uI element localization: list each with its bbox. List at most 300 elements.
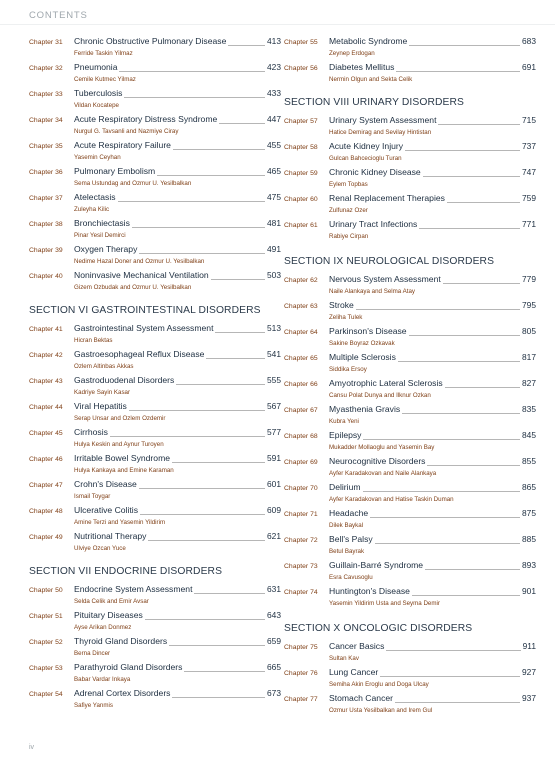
toc-entry[interactable] bbox=[284, 167, 536, 193]
chapter-authors: Cansu Polat Dunya and Ilknur Ozkan bbox=[329, 392, 431, 399]
chapter-authors: Berna Dincer bbox=[74, 650, 111, 657]
dot-leader bbox=[412, 595, 520, 596]
page-number-ref: 927 bbox=[522, 667, 536, 677]
toc-entry-line bbox=[29, 688, 281, 701]
chapter-number: Chapter 44 bbox=[29, 404, 63, 411]
chapter-title[interactable]: Renal Replacement Therapies bbox=[329, 193, 445, 203]
toc-entry-line bbox=[29, 610, 281, 623]
toc-entry-line bbox=[29, 636, 281, 649]
chapter-title[interactable]: Myasthenia Gravis bbox=[329, 404, 401, 414]
toc-entry[interactable] bbox=[284, 378, 536, 404]
toc-column-right bbox=[284, 36, 536, 719]
dot-leader bbox=[206, 358, 265, 359]
chapter-number: Chapter 38 bbox=[29, 221, 63, 228]
dot-leader bbox=[386, 650, 520, 651]
toc-entry-line bbox=[29, 323, 281, 336]
chapter-number: Chapter 49 bbox=[29, 534, 63, 541]
chapter-number: Chapter 58 bbox=[284, 144, 318, 151]
toc-entry[interactable] bbox=[284, 560, 536, 586]
page-number-ref: 447 bbox=[267, 114, 281, 124]
toc-entry-line bbox=[29, 531, 281, 544]
page-number-ref: 601 bbox=[267, 479, 281, 489]
chapter-title[interactable]: Gastroesophageal Reflux Disease bbox=[74, 349, 205, 359]
dot-leader bbox=[363, 491, 521, 492]
chapter-number: Chapter 71 bbox=[284, 511, 318, 518]
toc-entry[interactable] bbox=[284, 352, 536, 378]
page-number-ref: 555 bbox=[267, 375, 281, 385]
toc-entry-line bbox=[29, 479, 281, 492]
toc-entry[interactable] bbox=[29, 244, 281, 270]
toc-entry[interactable] bbox=[284, 667, 536, 693]
toc-entry-line bbox=[284, 482, 536, 495]
toc-entry[interactable] bbox=[29, 375, 281, 401]
toc-entry-line bbox=[284, 274, 536, 287]
chapter-authors: Sultan Kav bbox=[329, 655, 359, 662]
chapter-number: Chapter 59 bbox=[284, 170, 318, 177]
page-number-ref: 937 bbox=[522, 693, 536, 703]
chapter-title[interactable]: Acute Respiratory Distress Syndrome bbox=[74, 114, 218, 124]
page-number-ref: 827 bbox=[522, 378, 536, 388]
dot-leader bbox=[110, 436, 265, 437]
chapter-title[interactable]: Pulmonary Embolism bbox=[74, 166, 156, 176]
chapter-title[interactable]: Parkinson's Disease bbox=[329, 326, 407, 336]
chapter-authors: Sakine Boyraz Ozkavak bbox=[329, 340, 395, 347]
toc-entry[interactable] bbox=[29, 166, 281, 192]
chapter-number: Chapter 72 bbox=[284, 537, 318, 544]
toc-entry-line bbox=[284, 300, 536, 313]
chapter-number: Chapter 50 bbox=[29, 587, 63, 594]
chapter-number: Chapter 52 bbox=[29, 639, 63, 646]
chapter-authors: Ulviye Ozcan Yuce bbox=[74, 545, 126, 552]
page-number-ref: 503 bbox=[267, 270, 281, 280]
page-number-ref: 433 bbox=[267, 88, 281, 98]
header-rule bbox=[0, 24, 555, 25]
toc-entry[interactable] bbox=[29, 427, 281, 453]
toc-entry[interactable] bbox=[29, 140, 281, 166]
chapter-authors: Ozlem Altinbas Akkas bbox=[74, 363, 134, 370]
toc-entry-line bbox=[29, 244, 281, 257]
chapter-title[interactable]: Pituitary Diseases bbox=[74, 610, 143, 620]
toc-entry[interactable] bbox=[29, 88, 281, 114]
chapter-authors: Sema Ustundag and Ozmur U. Yesilbalkan bbox=[74, 180, 192, 187]
toc-entry-line bbox=[284, 456, 536, 469]
chapter-title[interactable]: Guillain-Barré Syndrome bbox=[329, 560, 424, 570]
chapter-authors: Ferride Taskin Yilmaz bbox=[74, 50, 133, 57]
toc-entry[interactable] bbox=[29, 36, 281, 62]
page-number-ref: 455 bbox=[267, 140, 281, 150]
page-number-ref: 413 bbox=[267, 36, 281, 46]
toc-entry-line bbox=[284, 534, 536, 547]
chapter-number: Chapter 61 bbox=[284, 222, 318, 229]
chapter-title[interactable]: Ulcerative Colitis bbox=[74, 505, 138, 515]
page-number-ref: 673 bbox=[267, 688, 281, 698]
chapter-number: Chapter 60 bbox=[284, 196, 318, 203]
toc-entry-line bbox=[29, 427, 281, 440]
section-heading: SECTION VIII URINARY DISORDERS bbox=[284, 97, 464, 108]
toc-entry-line bbox=[29, 270, 281, 283]
toc-entry-line bbox=[29, 349, 281, 362]
page-number-ref: 715 bbox=[522, 115, 536, 125]
chapter-number: Chapter 37 bbox=[29, 195, 63, 202]
dot-leader bbox=[172, 697, 265, 698]
dot-leader bbox=[169, 645, 265, 646]
toc-column-left bbox=[29, 36, 281, 714]
chapter-number: Chapter 34 bbox=[29, 117, 63, 124]
chapter-authors: Amine Terzi and Yasemin Yildirim bbox=[74, 519, 166, 526]
chapter-title[interactable]: Noninvasive Mechanical Ventilation bbox=[74, 270, 209, 280]
page-number-ref: 893 bbox=[522, 560, 536, 570]
chapter-number: Chapter 69 bbox=[284, 459, 318, 466]
chapter-title[interactable]: Headache bbox=[329, 508, 369, 518]
dot-leader bbox=[211, 279, 265, 280]
toc-entry-line bbox=[284, 36, 536, 49]
dot-leader bbox=[119, 71, 265, 72]
dot-leader bbox=[145, 619, 265, 620]
chapter-authors: Serap Unsar and Ozlem Ozdemir bbox=[74, 415, 166, 422]
dot-leader bbox=[443, 283, 520, 284]
toc-entry-line bbox=[284, 167, 536, 180]
toc-entry[interactable] bbox=[284, 404, 536, 430]
chapter-number: Chapter 62 bbox=[284, 277, 318, 284]
chapter-title[interactable]: Atelectasis bbox=[74, 192, 116, 202]
chapter-authors: Mukadder Mollaoglu and Yasemin Bay bbox=[329, 444, 435, 451]
chapter-authors: Dilek Baykal bbox=[329, 522, 364, 529]
chapter-title[interactable]: Oxygen Therapy bbox=[74, 244, 138, 254]
chapter-authors: Safiye Yanmis bbox=[74, 702, 113, 709]
page-number-ref: 795 bbox=[522, 300, 536, 310]
toc-entry[interactable] bbox=[284, 300, 536, 326]
toc-entry[interactable] bbox=[29, 62, 281, 88]
toc-entry[interactable] bbox=[284, 326, 536, 352]
chapter-number: Chapter 47 bbox=[29, 482, 63, 489]
page-number-ref: 759 bbox=[522, 193, 536, 203]
chapter-title[interactable]: Gastroduodenal Disorders bbox=[74, 375, 175, 385]
toc-entry[interactable] bbox=[284, 586, 536, 612]
chapter-authors: Rabiye Cirpan bbox=[329, 233, 369, 240]
chapter-authors: Hicran Bektas bbox=[74, 337, 113, 344]
chapter-authors: Hulya Kankaya and Emine Karaman bbox=[74, 467, 174, 474]
chapter-title[interactable]: Gastrointestinal System Assessment bbox=[74, 323, 214, 333]
toc-entry[interactable] bbox=[284, 274, 536, 300]
chapter-title[interactable]: Delirium bbox=[329, 482, 361, 492]
chapter-authors: Nedime Hazal Doner and Ozmur U. Yesilbalkan bbox=[74, 258, 205, 265]
page-number-ref: 423 bbox=[267, 62, 281, 72]
page-number-ref: 771 bbox=[522, 219, 536, 229]
chapter-authors: Zeliha Tulek bbox=[329, 314, 363, 321]
chapter-title[interactable]: Cirrhosis bbox=[74, 427, 108, 437]
toc-entry-line bbox=[284, 378, 536, 391]
page-header: CONTENTS bbox=[29, 10, 88, 21]
chapter-title[interactable]: Urinary Tract Infections bbox=[329, 219, 418, 229]
page-number-ref: 683 bbox=[522, 36, 536, 46]
section-heading: SECTION IX NEUROLOGICAL DISORDERS bbox=[284, 256, 495, 267]
page-number-ref: 481 bbox=[267, 218, 281, 228]
dot-leader bbox=[228, 45, 265, 46]
page-number-ref: 835 bbox=[522, 404, 536, 414]
page-number-ref: 609 bbox=[267, 505, 281, 515]
chapter-number: Chapter 33 bbox=[29, 91, 63, 98]
toc-entry[interactable] bbox=[284, 508, 536, 534]
chapter-number: Chapter 55 bbox=[284, 39, 318, 46]
dot-leader bbox=[447, 202, 520, 203]
dot-leader bbox=[176, 384, 265, 385]
chapter-authors: Pinar Yesil Demirci bbox=[74, 232, 126, 239]
page-number-ref: 691 bbox=[522, 62, 536, 72]
chapter-title[interactable]: Diabetes Mellitus bbox=[329, 62, 395, 72]
chapter-title[interactable]: Adrenal Cortex Disorders bbox=[74, 688, 171, 698]
chapter-number: Chapter 56 bbox=[284, 65, 318, 72]
page-number-ref: 875 bbox=[522, 508, 536, 518]
chapter-number: Chapter 67 bbox=[284, 407, 318, 414]
chapter-number: Chapter 43 bbox=[29, 378, 63, 385]
chapter-number: Chapter 36 bbox=[29, 169, 63, 176]
chapter-authors: Kubra Yeni bbox=[329, 418, 359, 425]
toc-entry-line bbox=[284, 404, 536, 417]
chapter-title[interactable]: Amyotrophic Lateral Sclerosis bbox=[329, 378, 443, 388]
chapter-title[interactable]: Bell's Palsy bbox=[329, 534, 373, 544]
toc-entry-line bbox=[284, 586, 536, 599]
dot-leader bbox=[219, 123, 265, 124]
toc-entry-line bbox=[29, 401, 281, 414]
toc-entry-line bbox=[284, 430, 536, 443]
chapter-authors: Vildan Kocatepe bbox=[74, 102, 119, 109]
toc-entry-line bbox=[29, 375, 281, 388]
dot-leader bbox=[363, 439, 520, 440]
dot-leader bbox=[402, 413, 520, 414]
chapter-number: Chapter 41 bbox=[29, 326, 63, 333]
page-number-ref: 865 bbox=[522, 482, 536, 492]
chapter-number: Chapter 40 bbox=[29, 273, 63, 280]
chapter-authors: Zulfunaz Ozer bbox=[329, 207, 368, 214]
dot-leader bbox=[184, 671, 265, 672]
toc-entry[interactable] bbox=[284, 141, 536, 167]
dot-leader bbox=[419, 228, 520, 229]
chapter-authors: Esra Cavusoglu bbox=[329, 574, 373, 581]
toc-entry[interactable] bbox=[29, 662, 281, 688]
toc-entry-line bbox=[29, 62, 281, 75]
toc-entry[interactable] bbox=[284, 62, 536, 88]
toc-entry[interactable] bbox=[29, 349, 281, 375]
chapter-authors: Hulya Keskin and Aynur Turoyen bbox=[74, 441, 164, 448]
chapter-number: Chapter 54 bbox=[29, 691, 63, 698]
chapter-title[interactable]: Bronchiectasis bbox=[74, 218, 130, 228]
toc-entry[interactable] bbox=[29, 584, 281, 610]
dot-leader bbox=[215, 332, 265, 333]
page-number-ref: 855 bbox=[522, 456, 536, 466]
toc-entry[interactable] bbox=[29, 610, 281, 636]
chapter-number: Chapter 53 bbox=[29, 665, 63, 672]
dot-leader bbox=[124, 97, 265, 98]
toc-entry[interactable] bbox=[284, 641, 536, 667]
toc-entry[interactable] bbox=[284, 193, 536, 219]
toc-entry[interactable] bbox=[29, 192, 281, 218]
toc-entry[interactable] bbox=[284, 534, 536, 560]
chapter-title[interactable]: Thyroid Gland Disorders bbox=[74, 636, 168, 646]
toc-entry[interactable] bbox=[284, 482, 536, 508]
toc-entry-line bbox=[284, 352, 536, 365]
dot-leader bbox=[438, 124, 520, 125]
chapter-title[interactable]: Pneumonia bbox=[74, 62, 118, 72]
page-number-ref: 491 bbox=[267, 244, 281, 254]
toc-entry-line bbox=[29, 114, 281, 127]
dot-leader bbox=[398, 361, 520, 362]
toc-entry[interactable] bbox=[29, 218, 281, 244]
chapter-authors: Hatice Demirag and Sevilay Hintistan bbox=[329, 129, 432, 136]
chapter-number: Chapter 65 bbox=[284, 355, 318, 362]
page-number-ref: 577 bbox=[267, 427, 281, 437]
chapter-authors: Siddika Ersoy bbox=[329, 366, 367, 373]
page-number-ref: 911 bbox=[522, 641, 536, 651]
chapter-title[interactable]: Stomach Cancer bbox=[329, 693, 394, 703]
toc-entry-line bbox=[284, 62, 536, 75]
dot-leader bbox=[409, 335, 520, 336]
page-number-ref: 659 bbox=[267, 636, 281, 646]
chapter-number: Chapter 75 bbox=[284, 644, 318, 651]
chapter-authors: Gulcan Bahcecioglu Turan bbox=[329, 155, 402, 162]
toc-entry-line bbox=[284, 326, 536, 339]
chapter-title[interactable]: Lung Cancer bbox=[329, 667, 379, 677]
toc-entry[interactable] bbox=[29, 636, 281, 662]
section-heading: SECTION X ONCOLOGIC DISORDERS bbox=[284, 623, 473, 634]
chapter-number: Chapter 46 bbox=[29, 456, 63, 463]
chapter-title[interactable]: Metabolic Syndrome bbox=[329, 36, 408, 46]
chapter-number: Chapter 77 bbox=[284, 696, 318, 703]
toc-entry-line bbox=[29, 584, 281, 597]
chapter-title[interactable]: Cancer Basics bbox=[329, 641, 385, 651]
toc-entry[interactable] bbox=[29, 270, 281, 296]
toc-entry-line bbox=[29, 662, 281, 675]
toc-entry[interactable] bbox=[284, 219, 536, 245]
toc-entry-line bbox=[284, 560, 536, 573]
chapter-title[interactable]: Chronic Kidney Disease bbox=[329, 167, 421, 177]
toc-entry-line bbox=[284, 193, 536, 206]
chapter-title[interactable]: Neurocognitive Disorders bbox=[329, 456, 426, 466]
toc-entry[interactable] bbox=[284, 36, 536, 62]
chapter-title[interactable]: Parathyroid Gland Disorders bbox=[74, 662, 183, 672]
page-number-ref: 513 bbox=[267, 323, 281, 333]
chapter-authors: Gizem Ozbudak and Ozmur U. Yesilbalkan bbox=[74, 284, 192, 291]
chapter-title[interactable]: Nervous System Assessment bbox=[329, 274, 441, 284]
toc-entry[interactable] bbox=[284, 115, 536, 141]
chapter-authors: Naile Alankaya and Selma Atay bbox=[329, 288, 415, 295]
section-heading: SECTION VII ENDOCRINE DISORDERS bbox=[29, 566, 223, 577]
page-number-ref: 475 bbox=[267, 192, 281, 202]
toc-entry[interactable] bbox=[284, 430, 536, 456]
toc-entry[interactable] bbox=[29, 401, 281, 427]
chapter-authors: Betul Bayrak bbox=[329, 548, 365, 555]
chapter-title[interactable]: Urinary System Assessment bbox=[329, 115, 437, 125]
toc-entry-line bbox=[284, 693, 536, 706]
page-number-ref: 747 bbox=[522, 167, 536, 177]
toc-entry[interactable] bbox=[29, 531, 281, 557]
chapter-title[interactable]: Multiple Sclerosis bbox=[329, 352, 396, 362]
toc-entry-line bbox=[284, 141, 536, 154]
toc-entry[interactable] bbox=[29, 323, 281, 349]
toc-entry[interactable] bbox=[284, 693, 536, 719]
toc-entry[interactable] bbox=[29, 479, 281, 505]
chapter-title[interactable]: Acute Kidney Injury bbox=[329, 141, 404, 151]
dot-leader bbox=[172, 462, 265, 463]
toc-entry[interactable] bbox=[29, 505, 281, 531]
dot-leader bbox=[139, 253, 265, 254]
chapter-title[interactable]: Epilepsy bbox=[329, 430, 362, 440]
toc-entry[interactable] bbox=[284, 456, 536, 482]
dot-leader bbox=[173, 149, 265, 150]
chapter-authors: Ayfer Karadakovan and Hatise Taskin Duman bbox=[329, 496, 454, 503]
page-number-ref: 845 bbox=[522, 430, 536, 440]
chapter-number: Chapter 31 bbox=[29, 39, 63, 46]
chapter-number: Chapter 35 bbox=[29, 143, 63, 150]
page-number-ref: 737 bbox=[522, 141, 536, 151]
page-number-ref: 591 bbox=[267, 453, 281, 463]
chapter-authors: Ozmur Usta Yesilbalkan and Irem Gul bbox=[329, 707, 433, 714]
chapter-number: Chapter 74 bbox=[284, 589, 318, 596]
dot-leader bbox=[140, 514, 265, 515]
chapter-number: Chapter 63 bbox=[284, 303, 318, 310]
chapter-authors: Ayse Arikan Donmez bbox=[74, 624, 132, 631]
toc-entry-line bbox=[284, 508, 536, 521]
page-number-ref: 541 bbox=[267, 349, 281, 359]
toc-entry-line bbox=[29, 505, 281, 518]
page-number-ref: 621 bbox=[267, 531, 281, 541]
toc-entry-line bbox=[29, 36, 281, 49]
chapter-title[interactable]: Acute Respiratory Failure bbox=[74, 140, 171, 150]
dot-leader bbox=[157, 175, 265, 176]
dot-leader bbox=[395, 702, 520, 703]
page-number-ref: 631 bbox=[267, 584, 281, 594]
page-number-ref: 665 bbox=[267, 662, 281, 672]
chapter-authors: Yasemin Yildirim Usta and Seyma Demir bbox=[329, 600, 440, 607]
chapter-number: Chapter 48 bbox=[29, 508, 63, 515]
chapter-title[interactable]: Stroke bbox=[329, 300, 354, 310]
chapter-authors: Babar Vardar Inkaya bbox=[74, 676, 131, 683]
dot-leader bbox=[148, 540, 265, 541]
chapter-title[interactable]: Endocrine System Assessment bbox=[74, 584, 193, 594]
chapter-title[interactable]: Viral Hepatitis bbox=[74, 401, 127, 411]
chapter-authors: Ayfer Karadakovan and Naile Alankaya bbox=[329, 470, 437, 477]
dot-leader bbox=[132, 227, 265, 228]
chapter-authors: Nurgul G. Tavsanli and Nazmiye Ciray bbox=[74, 128, 179, 135]
toc-entry[interactable] bbox=[29, 114, 281, 140]
chapter-number: Chapter 39 bbox=[29, 247, 63, 254]
page-number-ref: 805 bbox=[522, 326, 536, 336]
chapter-title[interactable]: Crohn's Disease bbox=[74, 479, 137, 489]
dot-leader bbox=[380, 676, 520, 677]
toc-entry[interactable] bbox=[29, 688, 281, 714]
chapter-title[interactable]: Nutritional Therapy bbox=[74, 531, 147, 541]
toc-entry-line bbox=[284, 667, 536, 680]
toc-entry-line bbox=[29, 218, 281, 231]
chapter-authors: Zeynep Erdogan bbox=[329, 50, 375, 57]
chapter-number: Chapter 70 bbox=[284, 485, 318, 492]
chapter-authors: Nermin Olgun and Sekta Celik bbox=[329, 76, 413, 83]
dot-leader bbox=[425, 569, 520, 570]
dot-leader bbox=[370, 517, 520, 518]
section-heading: SECTION VI GASTROINTESTINAL DISORDERS bbox=[29, 305, 261, 316]
page-number-ref: 465 bbox=[267, 166, 281, 176]
chapter-number: Chapter 57 bbox=[284, 118, 318, 125]
toc-entry-line bbox=[29, 166, 281, 179]
dot-leader bbox=[423, 176, 520, 177]
chapter-title[interactable]: Tuberculosis bbox=[74, 88, 123, 98]
chapter-number: Chapter 73 bbox=[284, 563, 318, 570]
toc-entry[interactable] bbox=[29, 453, 281, 479]
chapter-number: Chapter 32 bbox=[29, 65, 63, 72]
chapter-title[interactable]: Irritable Bowel Syndrome bbox=[74, 453, 171, 463]
chapter-title[interactable]: Huntington's Disease bbox=[329, 586, 410, 596]
dot-leader bbox=[194, 593, 265, 594]
chapter-title[interactable]: Chronic Obstructive Pulmonary Disease bbox=[74, 36, 227, 46]
